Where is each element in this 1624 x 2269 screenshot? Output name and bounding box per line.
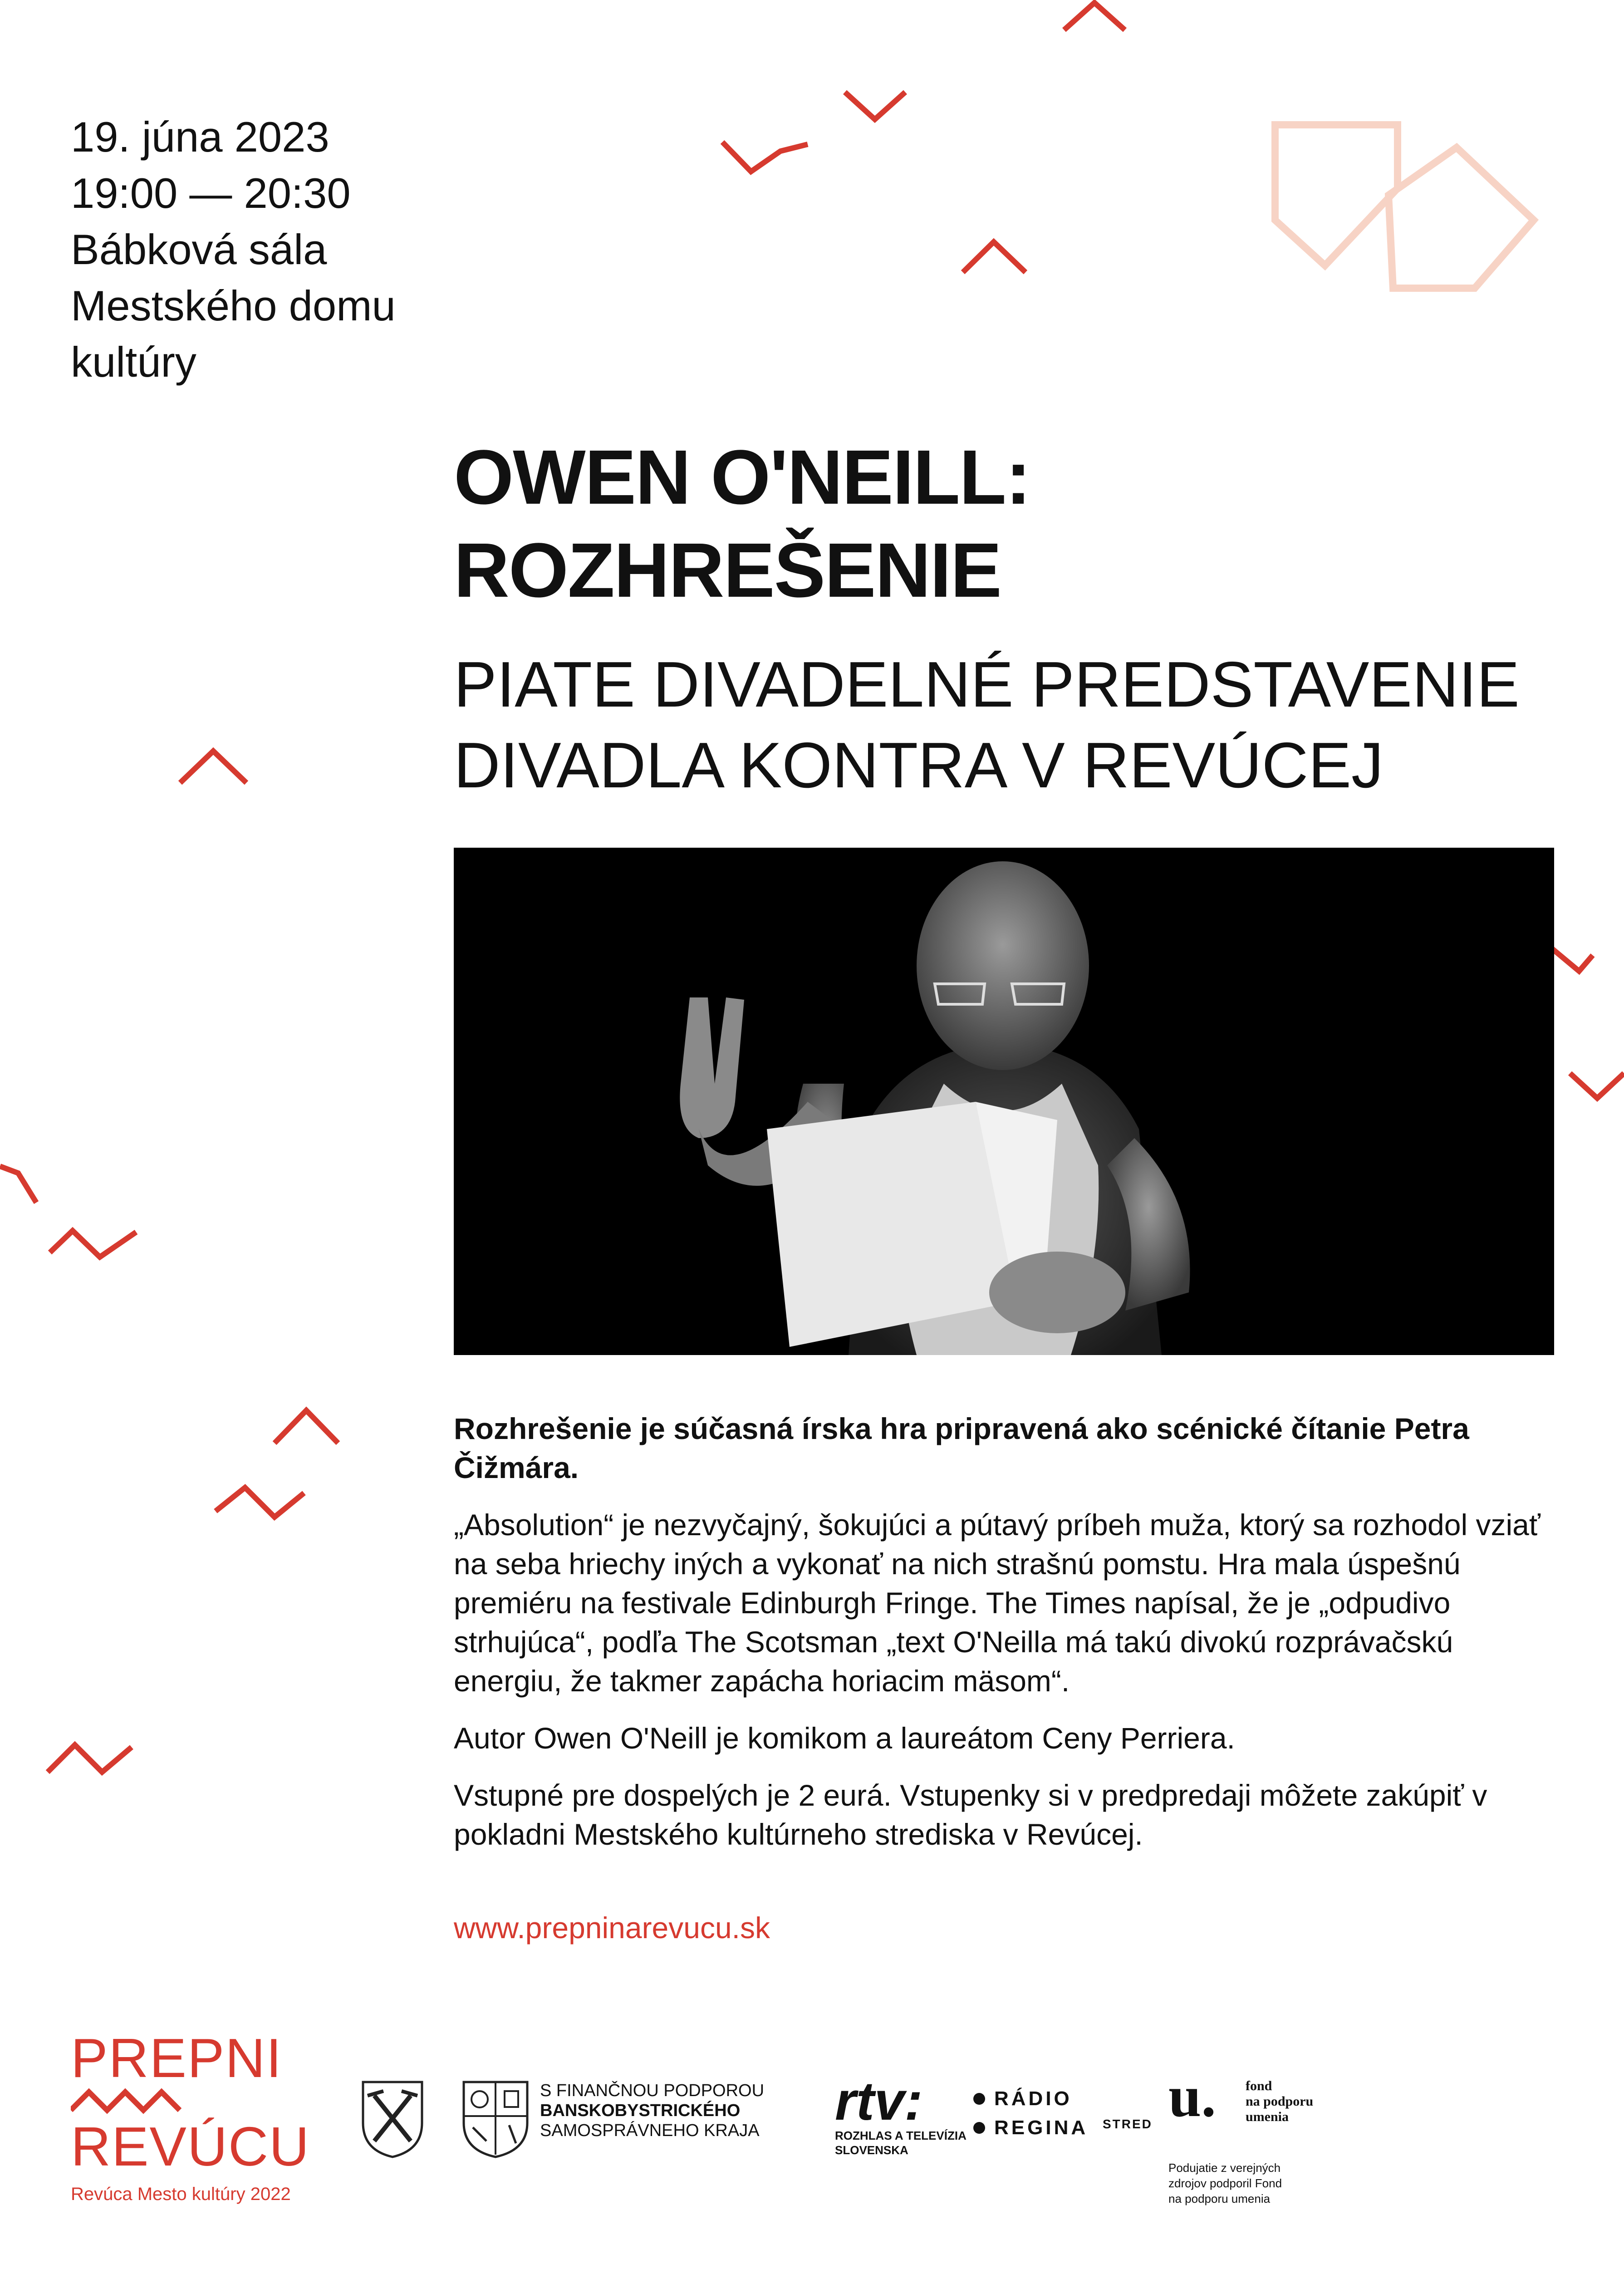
- chevron-3: [722, 142, 808, 172]
- fpu-note3: na podporu umenia: [1168, 2192, 1271, 2205]
- fpu-note2: zdrojov podporil Fond: [1168, 2176, 1282, 2190]
- rtvs-small1: ROZHLAS A TELEVÍZIA: [835, 2129, 967, 2142]
- chevron-4: [963, 242, 1025, 272]
- description-lead: Rozhrešenie je súčasná írska hra pripravená ako scénické čítanie Petra Čižmára.: [454, 1412, 1469, 1484]
- chevron-7: [1570, 1073, 1624, 1098]
- subtitle-line1: PIATE DIVADELNÉ PREDSTAVENIE: [454, 648, 1520, 721]
- rtvs-logo-text: rtv:: [835, 2071, 923, 2131]
- page-subtitle: [454, 644, 1520, 806]
- fpu-line3: umenia: [1246, 2109, 1289, 2124]
- chevron-10: [275, 1410, 338, 1443]
- performer-photo: [454, 848, 1554, 1355]
- decorative-peach-shapes: [1266, 116, 1547, 306]
- title-line1: OWEN O'NEILL:: [454, 434, 1030, 521]
- dot-icon: [973, 2122, 985, 2134]
- radio-word1: RÁDIO: [994, 2087, 1072, 2110]
- bbsk-line3: SAMOSPRÁVNEHO KRAJA: [540, 2121, 760, 2140]
- fpu-line1: fond: [1246, 2078, 1272, 2093]
- fpu-note: [1168, 2160, 1282, 2206]
- bbsk-line1: S FINANČNOU PODPOROU: [540, 2081, 765, 2100]
- event-time: 19:00 — 20:30: [71, 169, 351, 217]
- revuca-crest-icon: [358, 2077, 427, 2159]
- event-date: 19. júna 2023: [71, 113, 329, 161]
- rtvs-small2: SLOVENSKA: [835, 2143, 908, 2157]
- page-title: [454, 431, 1030, 617]
- fpu-name: [1246, 2078, 1313, 2125]
- fpu-line2: na podporu: [1246, 2094, 1314, 2109]
- fpu-note1: Podujatie z verejných: [1168, 2161, 1281, 2175]
- radio-suffix: STRED: [1103, 2117, 1153, 2131]
- fpu-logo: u.: [1168, 2064, 1216, 2129]
- brand-word1: PREPNI: [71, 2027, 283, 2089]
- radio-regina-logo: [973, 2087, 1088, 2139]
- description-paragraph-1: „Absolution“ je nezvyčajný, šokujúci a pútavý príbeh muža, ktorý sa rozhodol vziať na seba hriechy iných a vykonať na nich strašnú pomstu. Hra mala úspešnú premiéru na festivale Edinburgh Fringe. The Times napísal, že je „odpudivo strhujúca“, podľa The Scotsman „text O'Neilla má takú divokú rozprávačskú energiu, že takmer zapácha horiacim mäsom“.: [454, 1508, 1541, 1698]
- bbsk-line2: BANSKOBYSTRICKÉHO: [540, 2101, 741, 2120]
- title-line2: ROZHREŠENIE: [454, 527, 1001, 614]
- rtvs-logo: [835, 2071, 967, 2157]
- bbsk-crest-icon: [459, 2077, 532, 2159]
- brand-word2: REVÚCU: [71, 2116, 310, 2177]
- description-paragraph-2: Autor Owen O'Neill je komikom a laureátom Ceny Perriera.: [454, 1721, 1235, 1755]
- chevron-1: [1064, 3, 1125, 30]
- description-paragraph-3: Vstupné pre dospelých je 2 eurá. Vstupenky si v predpredaji môžete zakúpiť v pokladni Mestského kultúrneho strediska v Revúcej.: [454, 1778, 1487, 1851]
- prepni-revucu-logo: [71, 2028, 310, 2205]
- brand-zigzag-icon: [71, 2087, 189, 2115]
- event-venue-line2: Mestského domu: [71, 282, 396, 329]
- chevron-8: [0, 1166, 36, 1203]
- dot-icon: [973, 2093, 985, 2105]
- chevron-11: [216, 1488, 304, 1517]
- chevron-9: [50, 1231, 136, 1257]
- subtitle-line2: DIVADLA KONTRA V REVÚCEJ: [454, 729, 1384, 801]
- event-venue-line3: kultúry: [71, 338, 196, 386]
- chevron-2: [845, 92, 905, 119]
- chevron-12: [48, 1745, 132, 1772]
- radio-word2: REGINA: [994, 2117, 1089, 2139]
- performer-illustration: [454, 848, 1554, 1355]
- event-info: [71, 109, 396, 390]
- website-link[interactable]: www.prepninarevucu.sk: [454, 1911, 770, 1945]
- description: [454, 1409, 1561, 1872]
- bbsk-text: [540, 2081, 764, 2141]
- brand-tagline: Revúca Mesto kultúry 2022: [71, 2184, 291, 2204]
- event-venue-line1: Bábková sála: [71, 226, 327, 273]
- chevron-5: [180, 751, 246, 783]
